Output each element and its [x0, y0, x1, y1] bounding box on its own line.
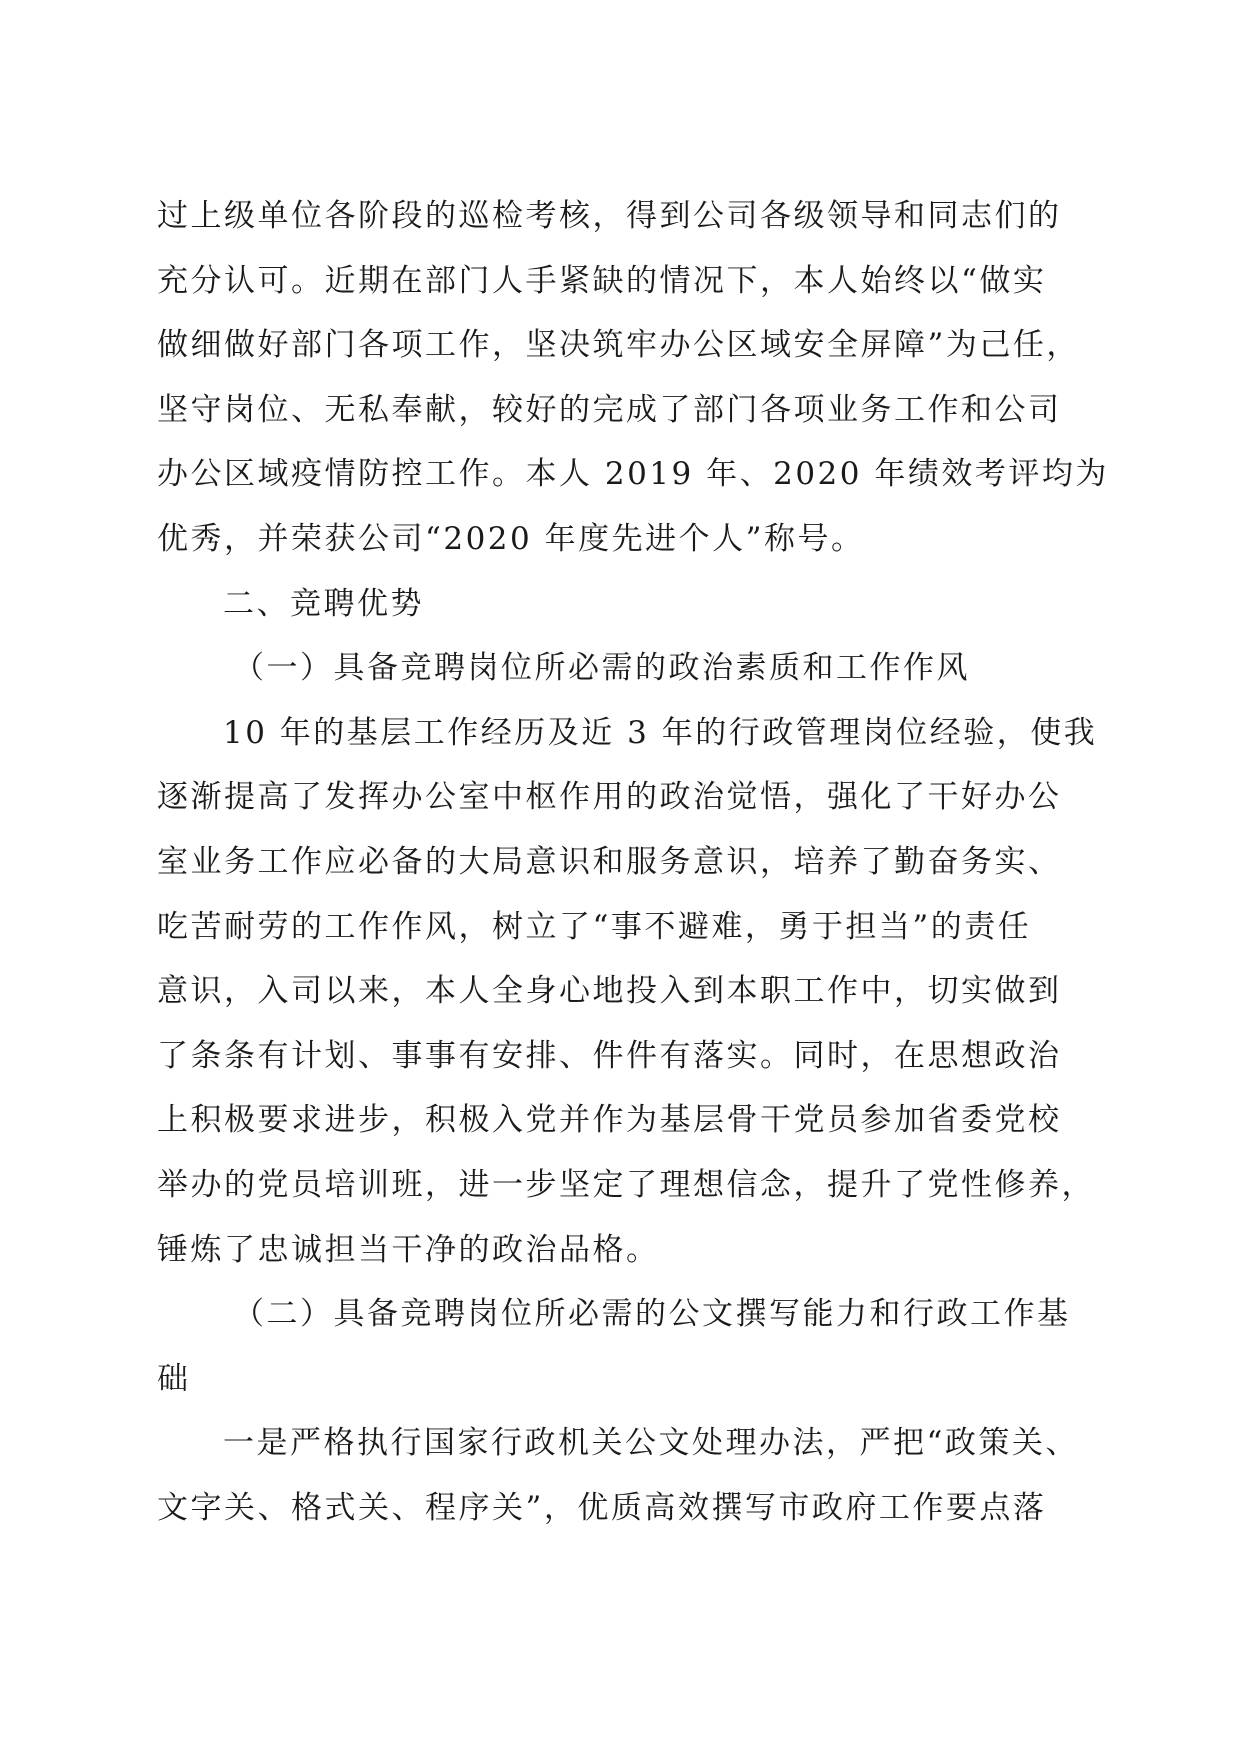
subsection-heading: （一）具备竞聘岗位所必需的政治素质和工作作风	[233, 650, 970, 687]
section-heading: 二、竞聘优势	[223, 585, 424, 622]
text-line: 优秀，并荣获公司“2020 年度先进个人”称号。	[157, 520, 865, 557]
text-line: 锤炼了忠诚担当干净的政治品格。	[157, 1231, 660, 1268]
text-line: 上积极要求进步，积极入党并作为基层骨干党员参加省委党校	[157, 1102, 1062, 1139]
text-line: 一是严格执行国家行政机关公文处理办法，严把“政策关、	[223, 1425, 1079, 1462]
text-line: 举办的党员培训班，进一步坚定了理想信念，提升了党性修养，	[157, 1166, 1095, 1203]
text-line: 10 年的基层工作经历及近 3 年的行政管理岗位经验，使我	[223, 714, 1098, 751]
text-line: 了条条有计划、事事有安排、件件有落实。同时，在思想政治	[157, 1037, 1062, 1074]
text-line: 吃苦耐劳的工作作风，树立了“事不避难，勇于担当”的责任	[157, 908, 1032, 945]
body-text	[157, 184, 1107, 1540]
text-line: 充分认可。近期在部门人手紧缺的情况下，本人始终以“做实	[157, 262, 1047, 299]
text-line: 文字关、格式关、程序关”，优质高效撰写市政府工作要点落	[157, 1489, 1047, 1526]
text-line: 意识，入司以来，本人全身心地投入到本职工作中，切实做到	[157, 973, 1062, 1010]
subsection-heading: （二）具备竞聘岗位所必需的公文撰写能力和行政工作基	[233, 1296, 1071, 1333]
text-line: 坚守岗位、无私奉献，较好的完成了部门各项业务工作和公司	[157, 391, 1062, 428]
text-line: 过上级单位各阶段的巡检考核，得到公司各级领导和同志们的	[157, 198, 1062, 234]
text-line: 办公区域疫情防控工作。本人 2019 年、2020 年绩效考评均为	[157, 456, 1109, 493]
subsection-heading-continued: 础	[157, 1360, 191, 1397]
text-line: 做细做好部门各项工作，坚决筑牢办公区域安全屏障”为己任，	[157, 327, 1080, 364]
text-line: 逐渐提高了发挥办公室中枢作用的政治觉悟，强化了干好办公	[157, 779, 1062, 816]
text-line: 室业务工作应必备的大局意识和服务意识，培养了勤奋务实、	[157, 843, 1062, 880]
